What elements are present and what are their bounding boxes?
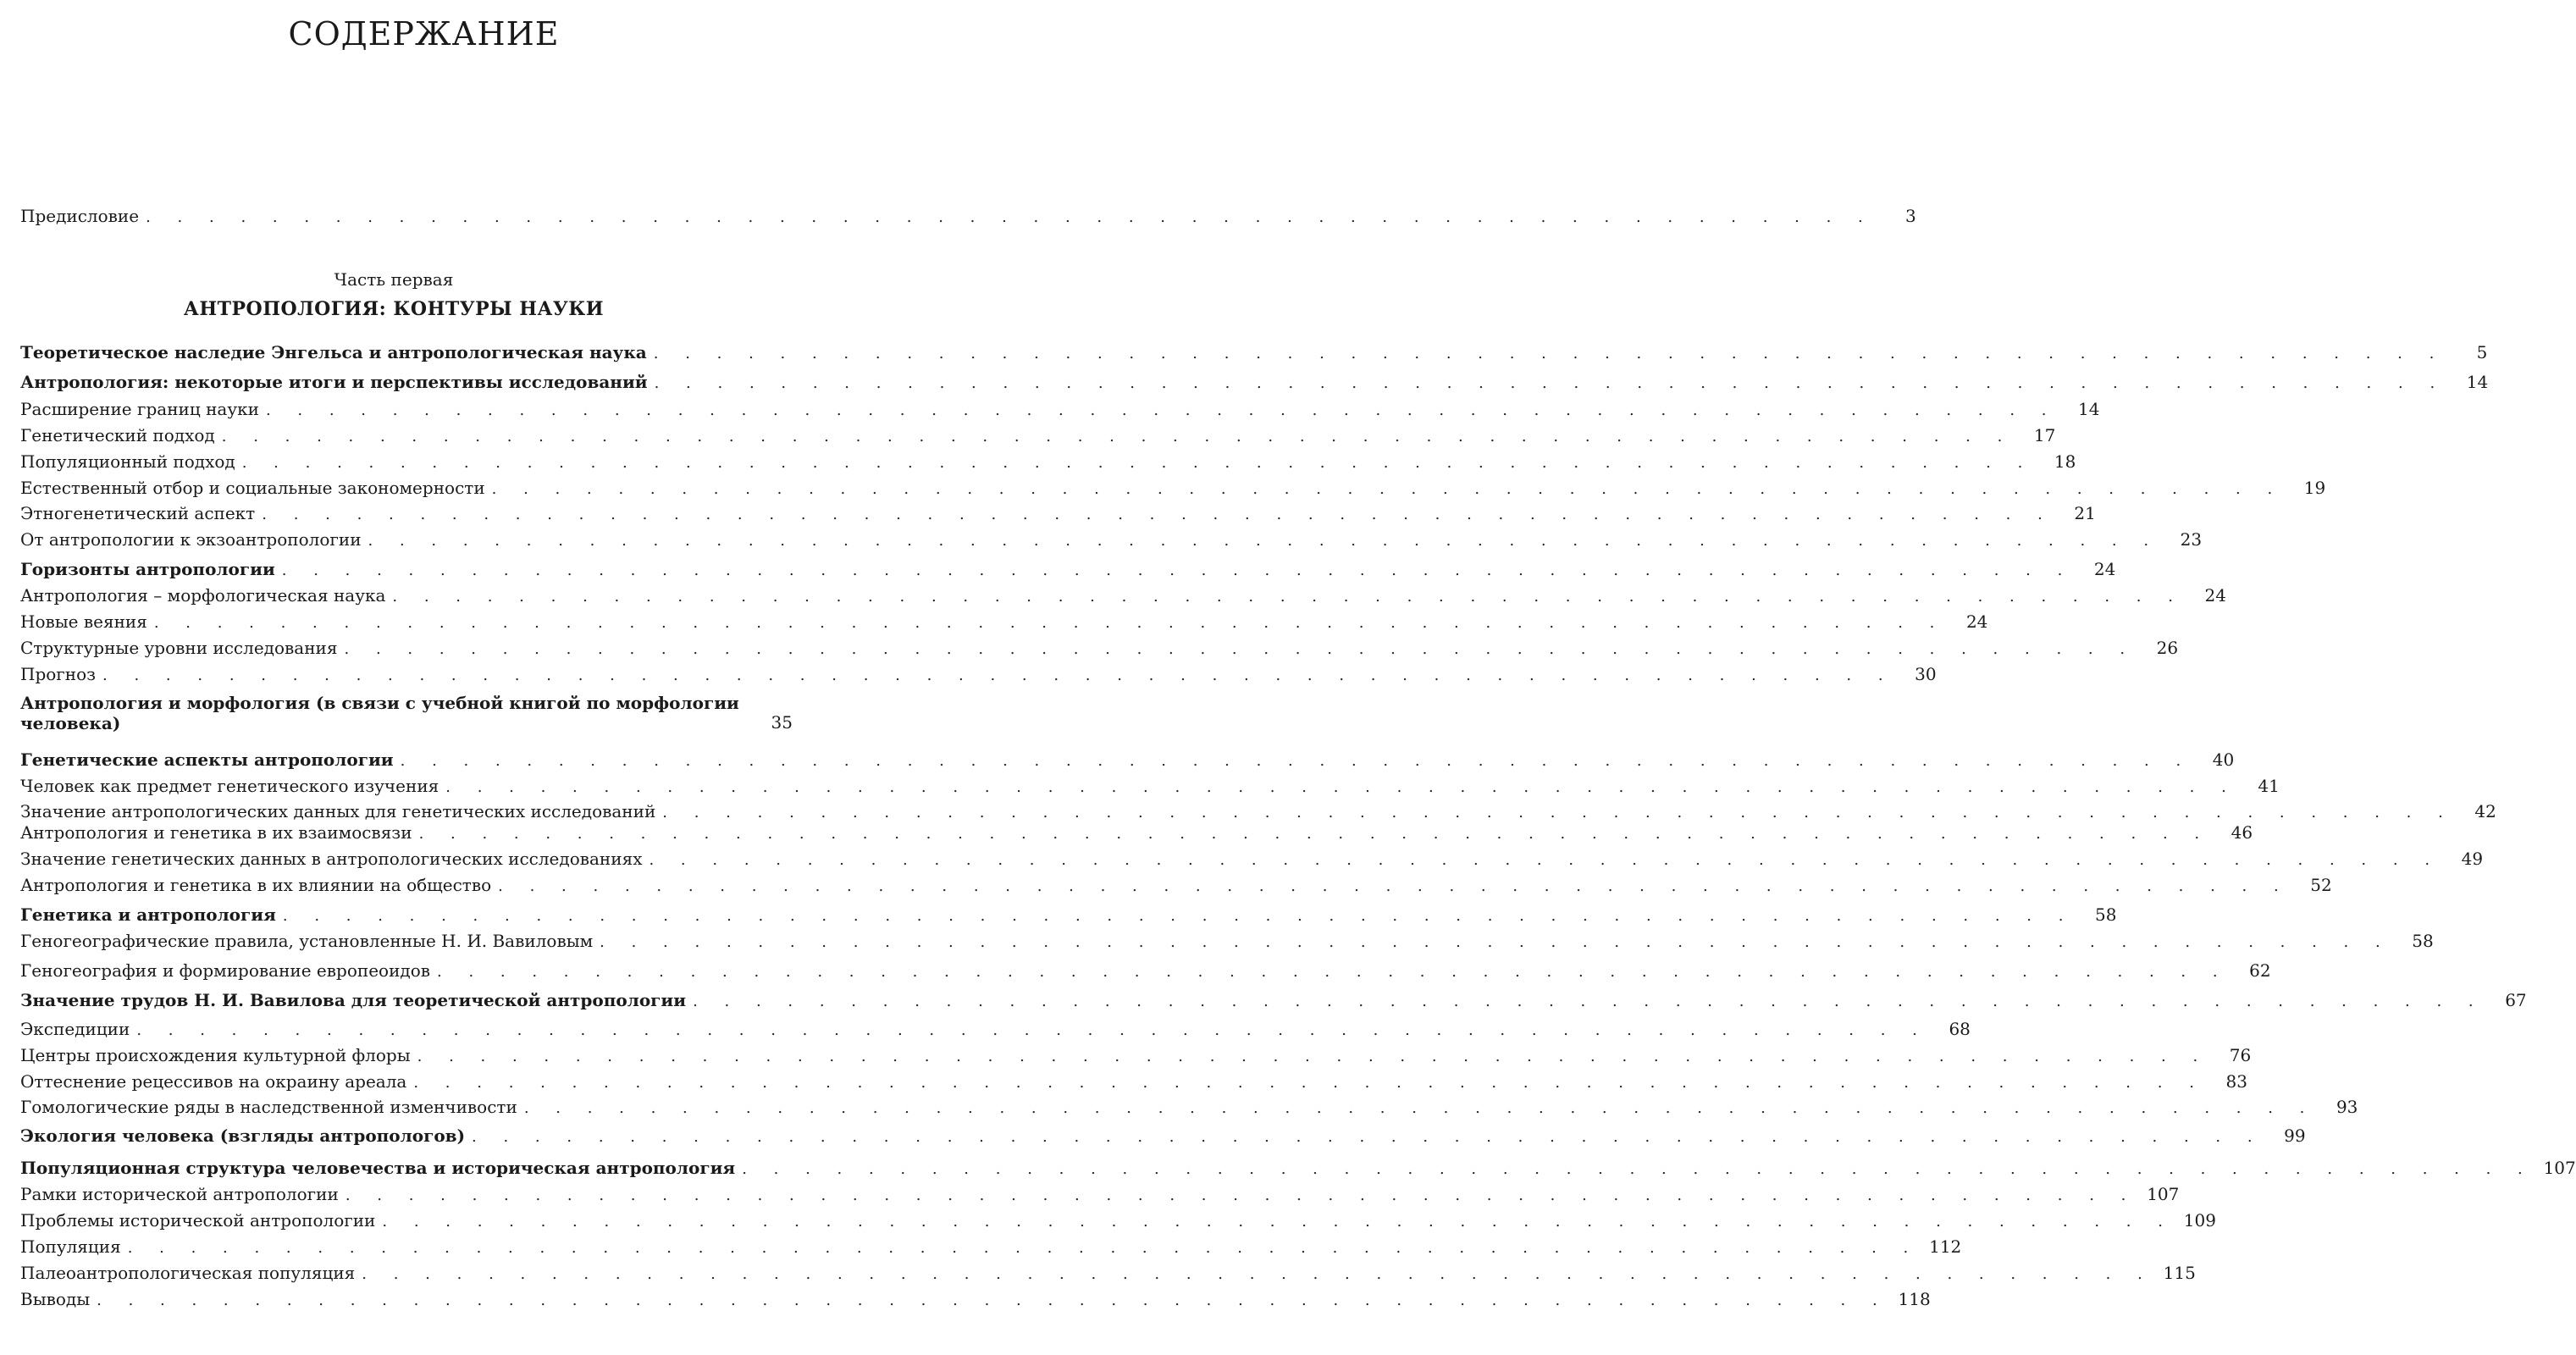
toc-entry	[20, 398, 2100, 422]
toc-page-number: 46	[2231, 822, 2253, 843]
toc-entry-text: Новые веяния	[20, 611, 147, 632]
toc-entry	[20, 775, 2280, 799]
toc-entry	[20, 1125, 2306, 1148]
dot-leader: . . . . . . . . . . . . . . . . . . . . . . . . . . . . . . . . . . . . . . . . . . . . . . . . . . . . . . . . .	[127, 1239, 1920, 1257]
toc-page-number: 19	[2303, 478, 2326, 498]
toc-entry-text: Геногеография и формирование европеоидов	[20, 960, 431, 981]
toc-page-number: 24	[2093, 559, 2116, 579]
part-title: АНТРОПОЛОГИЯ: КОНТУРЫ НАУКИ	[183, 298, 605, 320]
page-title: СОДЕРЖАНИЕ	[288, 15, 560, 53]
toc-page-number: 109	[2183, 1210, 2216, 1231]
toc-page-number: 23	[2180, 529, 2203, 550]
toc-entry-text: Предисловие	[20, 206, 140, 226]
dot-leader: . . . . . . . . . . . . . . . . . . . . . . . . . . . . . . . . . . . . . . . . . . . . . . . . . . . . . . . . .	[654, 374, 2446, 392]
toc-entry-text: Антропология: некоторые итоги и перспективы исследований	[20, 372, 648, 392]
toc-entry-text: Выводы	[20, 1289, 91, 1309]
toc-entry-text: Оттеснение рецессивов на окраину ареала	[20, 1071, 407, 1092]
toc-entry	[20, 1157, 2576, 1181]
toc-entry	[20, 371, 2489, 395]
toc-entry-text: Прогноз	[20, 664, 97, 684]
dot-leader: . . . . . . . . . . . . . . . . . . . . . . . . . . . . . . . . . . . . . . . . . . . . . . . . . . . . . . . . .	[262, 506, 2054, 523]
toc-page-number: 17	[2033, 425, 2056, 445]
dot-leader: . . . . . . . . . . . . . . . . . . . . . . . . . . . . . . . . . . . . . . . . . . . . . . . . . . . . . . . . .	[498, 877, 2290, 895]
toc-page-number: 52	[2310, 875, 2332, 895]
toc-entry-text: Антропология и генетика в их взаимосвязи	[20, 822, 412, 843]
toc-entry-text: Структурные уровни исследования	[20, 638, 338, 658]
toc-entry	[20, 637, 2179, 661]
dot-leader: . . . . . . . . . . . . . . . . . . . . . . . . . . . . . . . . . . . . . . . . . . . . . . . . . . . . . . . . .	[362, 1265, 2153, 1283]
dot-leader: . . . . . . . . . . . . . . . . . . . . . . . . . . . . . . . . . . . . . . . . . . . . . . . . . . . . . . . . .	[649, 851, 2441, 869]
toc-entry	[20, 989, 2527, 1013]
dot-leader: . . . . . . . . . . . . . . . . . . . . . . . . . . . . . . . . . . . . . . . . . . . . . . . . . . . . . . . . .	[523, 1099, 2316, 1117]
toc-entry-text: Антропология – морфологическая наука	[20, 585, 386, 606]
toc-page-number: 83	[2225, 1071, 2247, 1092]
toc-entry-text: Антропология и морфология (в связи с учебной книгой по морфологии человека)	[20, 693, 739, 733]
toc-page-number: 21	[2074, 503, 2096, 523]
dot-leader: . . . . . . . . . . . . . . . . . . . . . . . . . . . . . . . . . . . . . . . . . . . . . . . . . . . . . . . . .	[472, 1128, 2264, 1146]
dot-leader: . . . . . . . . . . . . . . . . . . . . . . . . . . . . . . . . . . . . . . . . . . . . . . . . . . . . . . . . .	[417, 1048, 2209, 1065]
toc-entry	[20, 611, 1988, 634]
toc-entry	[20, 848, 2484, 871]
toc-entry-text: Центры происхождения культурной флоры	[20, 1045, 411, 1065]
toc-entry	[20, 1044, 2252, 1068]
dot-leader: . . . . . . . . . . . . . . . . . . . . . . . . . . . . . . . . . . . . . . . . . . . . . . . . . . . . . . . . .	[600, 933, 2391, 951]
dot-leader: . . . . . . . . . . . . . . . . . . . . . . . . . . . . . . . . . . . . . . . . . . . . . . . . . . . . . . . . .	[344, 640, 2137, 658]
toc-entry-text: Популяционный подход	[20, 451, 235, 472]
toc-entry	[20, 960, 2271, 983]
dot-leader: . . . . . . . . . . . . . . . . . . . . . . . . . . . . . . . . . . . . . . . . . . . . . . . . . . . . . . . . .	[136, 1021, 1928, 1039]
toc-entry	[20, 584, 2226, 608]
dot-leader: . . . . . . . . . . . . . . . . . . . . . . . . . . . . . . . . . . . . . . . . . . . . . . . . . . . . . . . . .	[281, 561, 2074, 579]
toc-page-number: 115	[2163, 1263, 2196, 1283]
dot-leader: . . . . . . . . . . . . . . . . . . . . . . . . . . . . . . . . . . . . . . . . . . . . . . . . . . . . . . . . .	[742, 1160, 2534, 1178]
toc-entry-text: Значение трудов Н. И. Вавилова для теоретической антропологии	[20, 990, 687, 1010]
toc-page-number: 99	[2284, 1125, 2306, 1146]
dot-leader: . . . . . . . . . . . . . . . . . . . . . . . . . . . . . . . . . . . . . . . . . . . . . . . . . . . . . . . . .	[221, 428, 2014, 445]
toc-entry-text: Значение антропологических данных для генетических исследований	[20, 801, 656, 821]
dot-leader: . . . . . . . . . . . . . . . . . . . . . . . . . . . . . . . . . . . . . . . . . . . . . . . . . . . . . . . . .	[662, 804, 2454, 821]
dot-leader: . . . . . . . . . . . . . . . . . . . . . . . . . . . . . . . . . . . . . . . . . . . . . . . . . . . . . . . . .	[491, 480, 2284, 498]
toc-page-number: 76	[2229, 1045, 2252, 1065]
toc-entry	[20, 693, 816, 733]
dot-leader: . . . . . . . . . . . . . . . . . . . . . . . . . . . . . . . . . . . . . . . . . . . . . . . . . . . . . . . . .	[265, 401, 2058, 419]
toc-entry-text: Генетика и антропология	[20, 904, 276, 925]
toc-page-number: 107	[2147, 1184, 2180, 1204]
toc-entry-text: Генетические аспекты антропологии	[20, 749, 394, 770]
toc-page-number: 24	[2204, 585, 2226, 606]
toc-page-number: 49	[2461, 849, 2484, 869]
toc-entry	[20, 930, 2434, 954]
dot-leader: . . . . . . . . . . . . . . . . . . . . . . . . . . . . . . . . . . . . . . . . . . . . . . . . . . . . . . . . .	[400, 752, 2192, 770]
toc-page-number: 35	[771, 712, 793, 733]
dot-leader: . . . . . . . . . . . . . . . . . . . . . . . . . . . . . . . . . . . . . . . . . . . . . . . . . . . . . . . . .	[382, 1213, 2174, 1231]
toc-page-number: 107	[2543, 1158, 2576, 1178]
toc-entry-text: Человек как предмет генетического изучения	[20, 776, 439, 796]
toc-entry	[20, 821, 2253, 845]
toc-page-number: 24	[1965, 611, 1988, 632]
toc-page-number: 40	[2212, 749, 2235, 770]
dot-leader: . . . . . . . . . . . . . . . . . . . . . . . . . . . . . . . . . . . . . . . . . . . . . . . . . . . . . . . . .	[418, 825, 2211, 843]
dot-leader: . . . . . . . . . . . . . . . . . . . . . . . . . . . . . . . . . . . . . . . . . . . . . . . . . . . . . . . . .	[392, 588, 2184, 606]
toc-entry-text: Популяционная структура человечества и историческая антропология	[20, 1158, 736, 1178]
toc-page-number: 30	[1915, 664, 1937, 684]
toc-page-number: 42	[2474, 801, 2496, 821]
toc-entry-text: Палеоантропологическая популяция	[20, 1263, 356, 1283]
dot-leader: . . . . . . . . . . . . . . . . . . . . . . . . . . . . . . . . . . . . . . . . . . . . . . . . . . . . . . . . .	[153, 614, 1946, 632]
toc-entry-text: Генетический подход	[20, 425, 215, 445]
toc-page-number: 26	[2156, 638, 2179, 658]
toc-entry-text: Геногеографические правила, установленные Н. И. Вавиловым	[20, 931, 594, 951]
toc-page-number: 67	[2505, 990, 2527, 1010]
toc-entry	[20, 800, 2496, 824]
toc-entry-text: Экология человека (взгляды антропологов)	[20, 1125, 466, 1146]
toc-entry	[20, 1262, 2196, 1286]
toc-page-number: 14	[2466, 372, 2489, 392]
dot-leader: . . . . . . . . . . . . . . . . . . . . . . . . . . . . . . . . . . . . . . . . . . . . . . . . . . . . . . . . .	[653, 345, 2446, 362]
toc-page-number: 68	[1949, 1019, 1971, 1039]
toc-entry-text: Естественный отбор и социальные закономерности	[20, 478, 485, 498]
dot-leader: . . . . . . . . . . . . . . . . . . . . . . . . . . . . . . . . . . . . . . . . . . . . . . . . . . . . . . . . .	[445, 778, 2237, 796]
toc-page-number: 5	[2476, 342, 2488, 362]
toc-page-number: 14	[2078, 399, 2100, 419]
toc-page-number: 41	[2258, 776, 2280, 796]
dot-leader: . . . . . . . . . . . . . . . . . . . . . . . . . . . . . . . . . . . . . . . . . . . . . . . . . . . . . . . . .	[413, 1074, 2205, 1092]
toc-entry	[20, 502, 2096, 526]
dot-leader: . . . . . . . . . . . . . . . . . . . . . . . . . . . . . . . . . . . . . . . . . . . . . . . . . . . . . . . . .	[241, 454, 2034, 472]
toc-page-number: 58	[2095, 904, 2117, 925]
toc-page-number: 112	[1929, 1236, 1962, 1257]
dot-leader: . . . . . . . . . . . . . . . . . . . . . . . . . . . . . . . . . . . . . . . . . . . . . . . . . . . . . . . . .	[282, 907, 2075, 925]
dot-leader: . . . . . . . . . . . . . . . . . . . . . . . . . . . . . . . . . . . . . . . . . . . . . . . . . . . . . . . . .	[437, 963, 2229, 981]
toc-page-number: 18	[2054, 451, 2076, 472]
toc-page-number: 58	[2412, 931, 2434, 951]
toc-entry	[20, 1096, 2358, 1120]
part-label: Часть первая	[334, 269, 454, 290]
toc-entry-text: Горизонты антропологии	[20, 559, 275, 579]
toc-entry-text: Значение генетических данных в антропологических исследованиях	[20, 849, 643, 869]
toc-entry-text: Этногенетический аспект	[20, 503, 256, 523]
dot-leader: . . . . . . . . . . . . . . . . . . . . . . . . . . . . . . . . . . . . . . . . . . . . . . . . . . . . . . . . .	[368, 532, 2160, 550]
toc-entry	[20, 749, 2235, 772]
toc-entry-text: Расширение границ науки	[20, 399, 259, 419]
toc-page-number: 118	[1898, 1289, 1931, 1309]
dot-leader: . . . . . . . . . . . . . . . . . . . . . . . . . . . . . . . . . . . . . . . . . . . . . . . . . . . . . . . . .	[345, 1186, 2137, 1204]
toc-entry-text: Теоретическое наследие Энгельса и антропологическая наука	[20, 342, 647, 362]
toc-page-number: 93	[2336, 1097, 2358, 1117]
dot-leader: . . . . . . . . . . . . . . . . . . . . . . . . . . . . . . . . . . . . . . . . . . . . . . . . . . . . . . . . .	[97, 1291, 1888, 1309]
toc-entry	[20, 874, 2332, 898]
toc-entry	[20, 477, 2326, 501]
toc-entry	[20, 558, 2116, 582]
toc-entry	[20, 1070, 2247, 1094]
dot-leader: . . . . . . . . . . . . . . . . . . . . . . . . . . . . . . . . . . . . . . . . . . . . . . . . . . . . . . . . .	[693, 993, 2485, 1010]
toc-entry	[20, 904, 2117, 927]
toc-entry	[20, 1209, 2216, 1233]
toc-entry-preface	[20, 205, 1916, 229]
dot-leader: . . . . . . . . . . . . . . . . . . . . . . . . . . . . . . . . . . . . . . . . . . . . . . . . . . . . . . .	[146, 208, 1874, 226]
toc-entry-text: Экспедиции	[20, 1019, 130, 1039]
toc-entry-text: Антропология и генетика в их влиянии на общество	[20, 875, 492, 895]
toc-entry-text: Популяция	[20, 1236, 121, 1257]
toc-entry	[20, 1288, 1931, 1312]
toc-entry-text: Гомологические ряды в наследственной изменчивости	[20, 1097, 517, 1117]
toc-entry	[20, 451, 2076, 474]
toc-entry-text: От антропологии к экзоантропологии	[20, 529, 362, 550]
toc-entry	[20, 424, 2056, 448]
toc-entry	[20, 1183, 2180, 1207]
toc-entry	[20, 341, 2488, 365]
toc-page-number: 62	[2249, 960, 2271, 981]
toc-entry	[20, 528, 2203, 552]
toc-entry	[20, 663, 1937, 687]
toc-page-number: 3	[1905, 206, 1916, 226]
dot-leader: . . . . . . . . . . . . . . . . . . . . . . . . . . . . . . . . . . . . . . . . . . . . . . . . . . . . . . . . .	[102, 666, 1894, 684]
toc-entry	[20, 1018, 1971, 1042]
toc-entry-text: Рамки исторической антропологии	[20, 1184, 339, 1204]
toc-entry	[20, 1236, 1962, 1259]
toc-entry-text: Проблемы исторической антропологии	[20, 1210, 376, 1231]
